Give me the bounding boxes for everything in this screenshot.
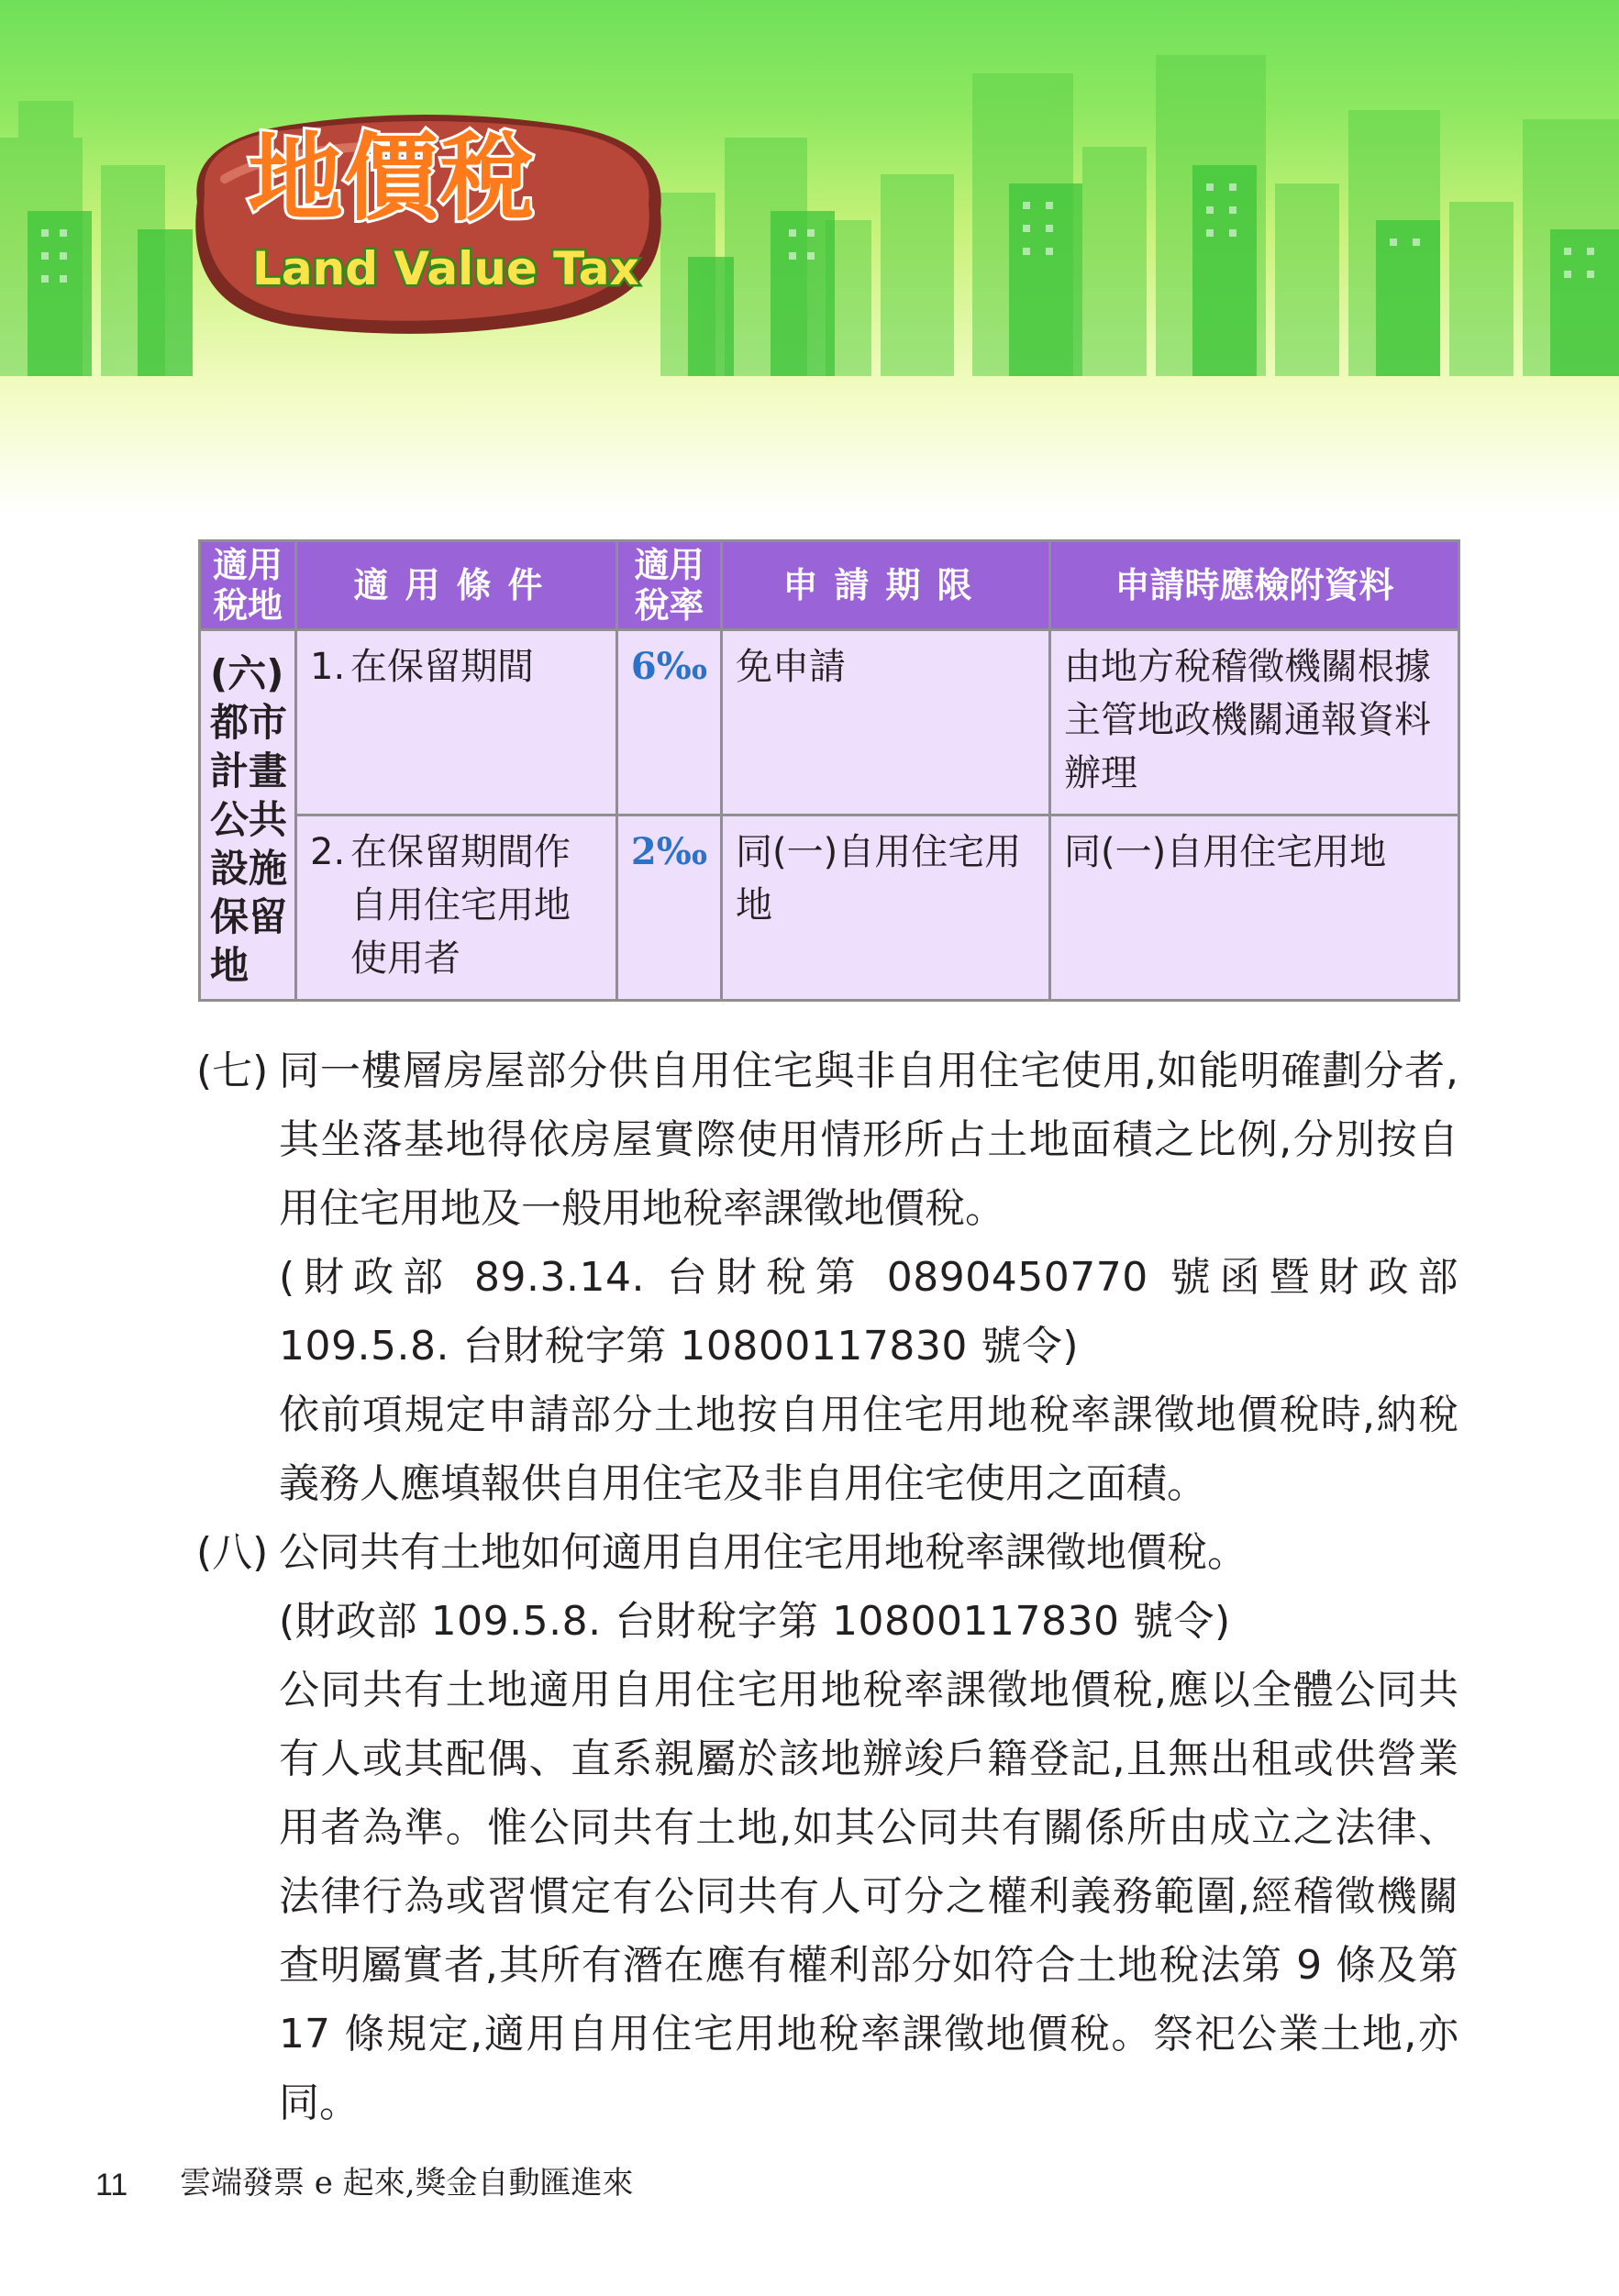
header-required-documents: 申請時應檢附資料 bbox=[1050, 541, 1459, 630]
header-conditions: 適用條件 bbox=[296, 541, 617, 630]
header-applicable-land: 適用稅地 bbox=[200, 541, 296, 630]
condition-number: 2. bbox=[310, 831, 346, 873]
footer-slogan: 雲端發票 e 起來,獎金自動匯進來 bbox=[180, 2165, 634, 2202]
table-row bbox=[200, 630, 1459, 815]
section-seven-citation: (財政部 89.3.14. 台財稅第 0890450770 號函暨財政部 109.5.8. 台財稅字第 10800117830 號令) bbox=[279, 1254, 1458, 1370]
condition-text: 在保留期間 bbox=[350, 646, 534, 688]
tax-rate-table bbox=[198, 539, 1460, 1002]
deadline-cell: 同(一)自用住宅用地 bbox=[722, 815, 1050, 1001]
documents-cell: 同(一)自用住宅用地 bbox=[1050, 815, 1459, 1001]
section-seven-note: 依前項規定申請部分土地按自用住宅用地稅率課徵地價稅時,納稅義務人應填報供自用住宅及非自用住宅使用之面積。 bbox=[279, 1392, 1458, 1507]
deadline-cell: 免申請 bbox=[722, 630, 1050, 815]
section-eight-citation: (財政部 109.5.8. 台財稅字第 10800117830 號令) bbox=[279, 1598, 1231, 1645]
condition-cell bbox=[296, 630, 617, 815]
page-number: 11 bbox=[95, 2168, 128, 2202]
header-banner bbox=[0, 0, 1619, 514]
header-tax-rate: 適用稅率 bbox=[617, 541, 722, 630]
header-application-deadline: 申請期限 bbox=[722, 541, 1050, 630]
tax-rate-cell: 6‰ bbox=[617, 630, 722, 815]
section-eight-body: 公同共有土地適用自用住宅用地稅率課徵地價稅,應以全體公同共有人或其配偶、直系親屬於該地辦竣戶籍登記,且無出租或供營業用者為準。惟公同共有土地,如其公同共有關係所由成立之法律、法律行為或習慣定有公同共有人可分之權利義務範圍,經稽徵機關查明屬實者,其所有潛在應有權利部分如符合土地稅法第 9 條及第 17 條規定,適用自用住宅用地稅率課徵地價稅。祭祀公業土地,亦同。 bbox=[279, 1667, 1458, 2126]
condition-number: 1. bbox=[310, 646, 346, 688]
section-eight-marker: (八) bbox=[196, 1529, 269, 1576]
tax-rate-cell: 2‰ bbox=[617, 815, 722, 1001]
section-seven-marker: (七) bbox=[196, 1048, 269, 1094]
section-seven-text: 同一樓層房屋部分供自用住宅與非自用住宅使用,如能明確劃分者,其坐落基地得依房屋實際使用情形所占土地面積之比例,分別按自用住宅用地及一般用地稅率課徵地價稅。 bbox=[279, 1048, 1458, 1232]
land-value-tax-logo bbox=[170, 101, 683, 358]
table-row bbox=[200, 815, 1459, 1001]
documents-cell: 由地方稅稽徵機關根據主管地政機關通報資料辦理 bbox=[1050, 630, 1459, 815]
condition-text: 在保留期間作自用住宅用地使用者 bbox=[350, 831, 571, 980]
table-header-row bbox=[200, 541, 1459, 630]
section-eight-text: 公同共有土地如何適用自用住宅用地稅率課徵地價稅。 bbox=[279, 1529, 1248, 1576]
logo-title: 地價稅 bbox=[248, 122, 535, 234]
condition-cell bbox=[296, 815, 617, 1001]
land-category-cell: (六)都市計畫公共設施保留地 bbox=[200, 630, 296, 1001]
logo-subtitle: Land Value Tax bbox=[252, 242, 639, 295]
